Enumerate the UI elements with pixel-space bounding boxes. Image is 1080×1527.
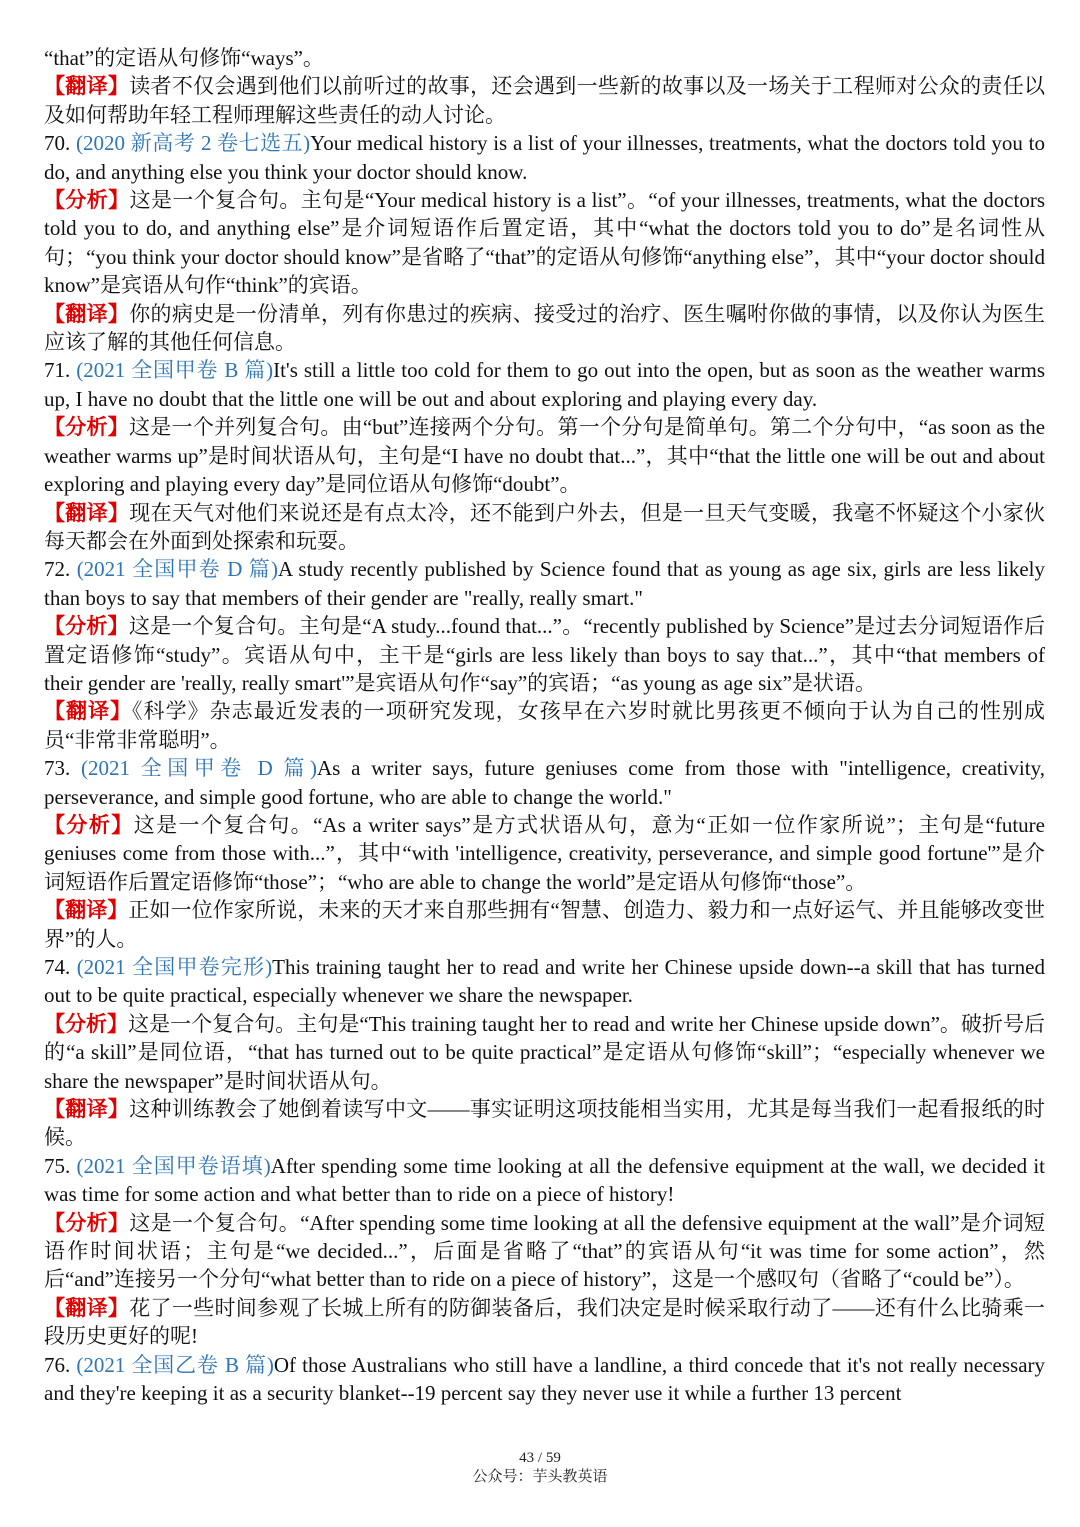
translation-paragraph [44,300,1045,357]
section-label: 【翻译】 [44,1097,130,1122]
question-item [44,754,1045,811]
analysis-paragraph [44,413,1045,498]
paragraph-text: 这是一个并列复合句。由“but”连接两个分句。第一个分句是简单句。第二个分句中，“as soon as the weather warms up”是时间状语从句，主句是“I have no doubt that...”，其中“that the little one will be out and about exploring and playing every day”是同位语从句修饰“doubt”。 [44,415,1046,497]
section-label: 【分析】 [44,1210,130,1235]
paragraph-text: A study recently published by Science found that as young as age six, girls are less likely than boys to say that members of their gender are "really, really smart." [44,557,1046,610]
footer-account: 公众号：芋头教英语 [472,1469,608,1485]
item-source: (2021 全国甲卷语填) [76,1153,271,1178]
paragraph-text: 这是一个复合句。“As a writer says”是方式状语从句，意为“正如一位作家所说”；主句是“future geniuses come from those with...”，其中“with 'intelligence, creativity, perseverance, and simple good fortune'”是介词短语作后置定语修饰“those”；“who are able to change the world”是定语从句修饰“those”。 [44,812,1045,894]
analysis-paragraph [44,1010,1045,1095]
paragraph-text: 现在天气对他们来说还是有点太冷，还不能到户外去，但是一旦天气变暖，我毫不怀疑这个小家伙每天都会在外面到处探索和玩耍。 [44,500,1045,553]
item-source: (2021 全国甲卷 D 篇) [76,557,278,582]
paragraph-text: 这是一个复合句。“After spending some time looking at all the defensive equipment at the wall”是介词短语作时间状语；主句是“we decided...”，后面是省略了“that”的宾语从句“it was time for some action”，然后“and”连接另一个分句“what better than to ride on a piece of history”，这是一个感叹句（省略了“could be”）。 [44,1210,1045,1292]
translation-paragraph [44,499,1045,556]
item-number: 71. [44,358,77,383]
paragraph-text: 这种训练教会了她倒着读写中文——事实证明这项技能相当实用，尤其是每当我们一起看报纸的时候。 [44,1097,1046,1150]
paragraph-text: After spending some time looking at all the defensive equipment at the wall, we decided it was time for some action and what better than to ride on a piece of history! [44,1153,1045,1207]
section-label: 【分析】 [44,812,134,837]
paragraph-text: It's still a little too cold for them to go out into the open, but as soon as the weather warms up, I have no doubt that the little one will be out and about exploring and playing every day. [44,358,1046,411]
item-number: 74. [44,955,77,979]
analysis-paragraph [44,612,1045,697]
paragraph-text: 这是一个复合句。主句是“Your medical history is a list”。“of your illnesses, treatments, what the doctors told you to do, and anything else”是介词短语作后置定语，其中“what the doctors told you to do”是名词性从句；“you think your doctor should know”是省略了“that”的定语从句修饰“anything else”，其中“your doctor should know”是宾语从句作“think”的宾语。 [44,188,1046,298]
translation-paragraph [44,1294,1045,1351]
paragraph-text: 《科学》杂志最近发表的一项研究发现，女孩早在六岁时就比男孩更不倾向于认为自己的性别成员“非常非常聪明”。 [44,699,1045,752]
paragraph-text: 这是一个复合句。主句是“This training taught her to read and write her Chinese upside down”。破折号后的“a skill”是同位语，“that has turned out to be quite practical”是定语从句修饰“skill”；“especially whenever we share the newspaper”是时间状语从句。 [44,1011,1046,1093]
section-label: 【分析】 [44,614,129,639]
section-label: 【分析】 [44,188,130,213]
item-source: (2021 全国甲卷 D 篇) [81,756,318,781]
question-item [44,953,1045,1010]
paragraph-text: “that”的定语从句修饰“ways”。 [44,46,324,70]
item-number: 75. [44,1153,77,1178]
translation-paragraph [44,72,1045,129]
analysis-paragraph [44,811,1045,896]
question-item [44,129,1045,186]
translation-paragraph [44,697,1045,754]
item-number: 76. [44,1352,77,1377]
item-number: 73. [44,756,82,781]
paragraph-text: 这是一个复合句。主句是“A study...found that...”。“recently published by Science”是过去分词短语作后置定语修饰“study”。宾语从句中，主干是“girls are less likely than boys to say that...”，其中“that members of their gender are 'really, really smart'”是宾语从句作“say”的宾语；“as young as age six”是状语。 [44,614,1046,695]
item-number: 70. [44,131,76,156]
question-item [44,1152,1045,1209]
item-source: (2021 全国甲卷完形) [76,955,273,979]
paragraph-text: 花了一些时间参观了长城上所有的防御装备后，我们决定是时候采取行动了——还有什么比骑乘一段历史更好的呢! [44,1295,1046,1349]
item-source: (2020 新高考 2 卷七选五) [76,131,311,156]
section-label: 【翻译】 [44,301,130,326]
analysis-paragraph [44,186,1045,300]
page-footer [0,1449,1080,1487]
section-label: 【分析】 [44,1011,129,1036]
question-item [44,356,1045,413]
paragraph-text: Your medical history is a list of your illnesses, treatments, what the doctors told you to do, and anything else you think your doctor should know. [44,131,1046,184]
section-label: 【翻译】 [44,74,130,99]
item-source: (2021 全国甲卷 B 篇) [76,358,274,383]
document-body [44,44,1045,1408]
item-source: (2021 全国乙卷 B 篇) [76,1352,274,1377]
page-number: 43 / 59 [519,1450,561,1466]
paragraph-text: 读者不仅会遇到他们以前听过的故事，还会遇到一些新的故事以及一场关于工程师对公众的责任以及如何帮助年轻工程师理解这些责任的动人讨论。 [44,74,1045,127]
paragraph-text: Of those Australians who still have a landline, a third concede that it's not really necessary and they're keeping it as a security blanket--19 percent say they never use it while a further 13 percent [44,1352,1046,1406]
paragraph-text: As a writer says, future geniuses come from those with "intelligence, creativity, perseverance, and simple good fortune, who are able to change the world." [44,756,1045,809]
paragraph-text: 你的病史是一份清单，列有你患过的疾病、接受过的治疗、医生嘱咐你做的事情，以及你认为医生应该了解的其他任何信息。 [44,301,1045,355]
question-item [44,555,1045,612]
translation-paragraph [44,1095,1045,1152]
section-label: 【翻译】 [44,500,130,525]
analysis-paragraph [44,1209,1045,1294]
translation-paragraph [44,896,1045,953]
section-label: 【翻译】 [44,1295,130,1320]
paragraph-text: This training taught her to read and write her Chinese upside down--a skill that has turned out to be quite practical, especially whenever we share the newspaper. [44,955,1045,1008]
paragraph-text: 正如一位作家所说，未来的天才来自那些拥有“智慧、创造力、毅力和一点好运气、并且能够改变世界”的人。 [44,898,1045,951]
section-label: 【分析】 [44,415,130,440]
section-label: 【翻译】 [44,898,129,923]
text-paragraph [44,44,1045,72]
section-label: 【翻译】 [44,699,133,724]
item-number: 72. [44,557,77,582]
question-item [44,1351,1045,1408]
